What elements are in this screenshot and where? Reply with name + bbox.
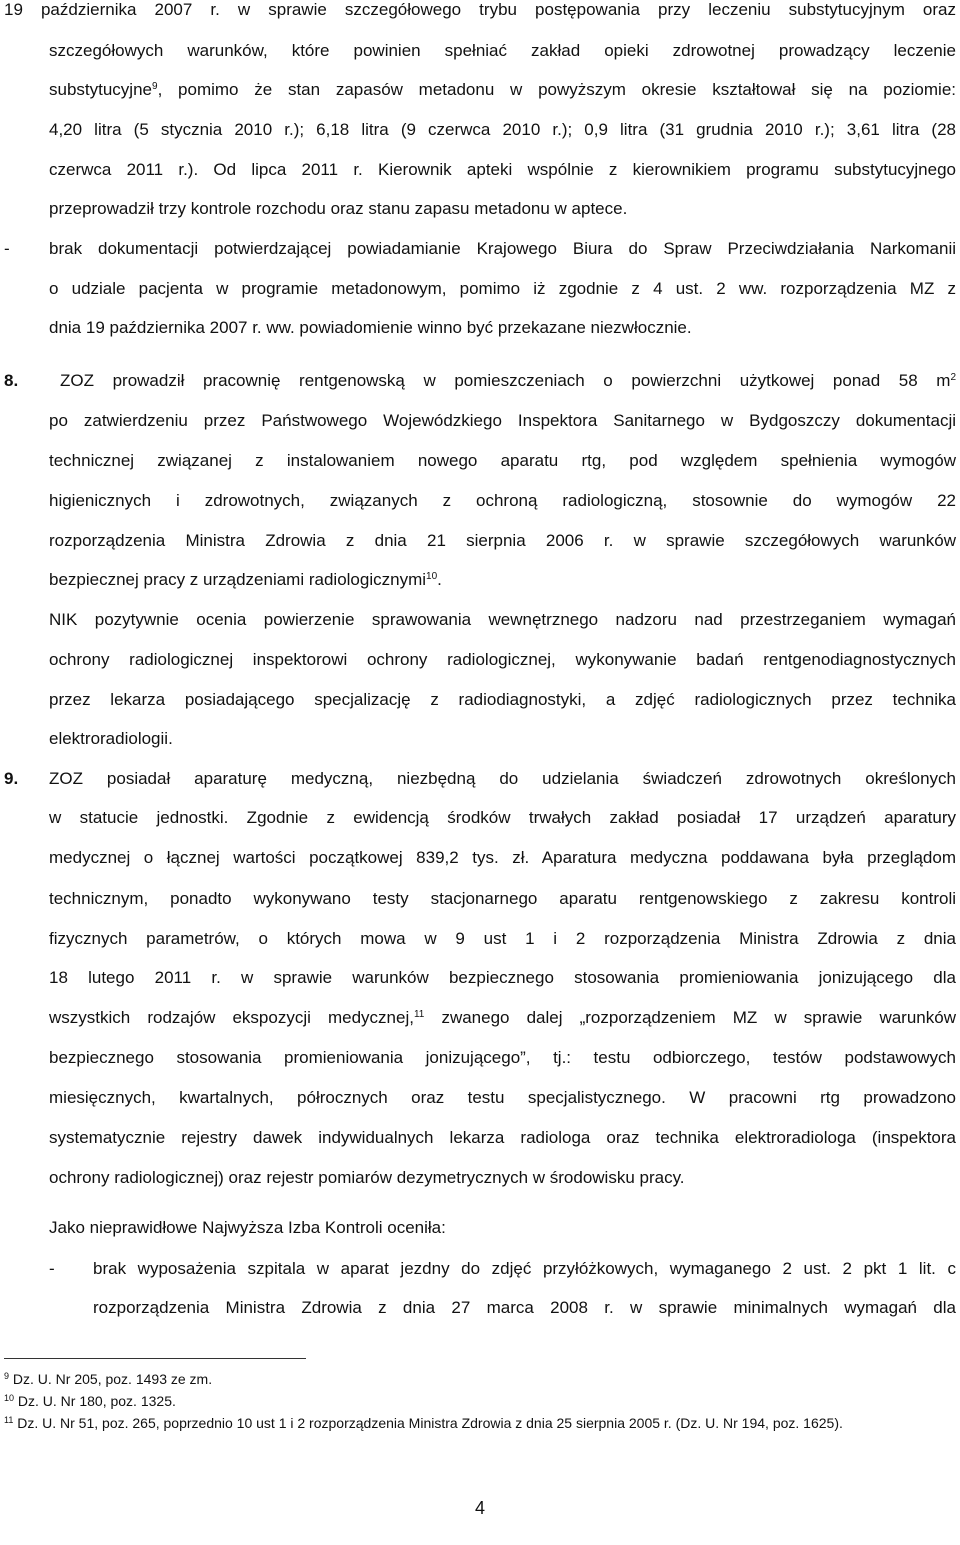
bullet-dash: - [49, 1259, 55, 1278]
paragraph-line: ochrony radiologicznej inspektorowi ochrony radiologicznej, wykonywanie badań rentgenodiagnostycznych [49, 650, 956, 669]
paragraph-line: po zatwierdzeniu przez Państwowego Wojewódzkiego Inspektora Sanitarnego w Bydgoszczy dokumentacji [49, 411, 956, 430]
bullet-line: o udziale pacjenta w programie metadonowym, pomimo iż zgodnie z 4 ust. 2 ww. rozporządzenia MZ z [49, 279, 956, 298]
paragraph-line: miesięcznych, kwartalnych, półrocznych oraz testu specjalistycznego. W pracowni rtg prowadzono [49, 1088, 956, 1107]
text-run: bezpiecznej pracy z urządzeniami radiologicznymi [49, 570, 427, 589]
paragraph-line [49, 80, 956, 100]
footnote-ref: 11 [413, 1009, 425, 1020]
paragraph-line: elektroradiologii. [49, 729, 173, 748]
paragraph-line: 19 października 2007 r. w sprawie szczegółowego trybu postępowania przy leczeniu substytucyjnym oraz [4, 0, 956, 19]
paragraph-line: Jako nieprawidłowe Najwyższa Izba Kontroli oceniła: [49, 1218, 446, 1237]
paragraph-line [49, 570, 442, 590]
footnote [4, 1371, 212, 1387]
paragraph-line: rozporządzenia Ministra Zdrowia z dnia 21 sierpnia 2006 r. w sprawie szczegółowych warunków [49, 531, 956, 550]
paragraph-line: szczegółowych warunków, które powinien spełniać zakład opieki zdrowotnej prowadzący leczenie [49, 41, 956, 60]
paragraph-line: czerwca 2011 r.). Od lipca 2011 r. Kierownik apteki wspólnie z kierownikiem programu substytucyjnego [49, 160, 956, 179]
footnote-ref: 10 [426, 571, 438, 582]
paragraph-line: w statucie jednostki. Zgodnie z ewidencją środków trwałych zakład posiadał 17 urządzeń aparatury [49, 808, 956, 827]
superscript: 2 [950, 372, 956, 383]
item-number: 8. [4, 371, 19, 390]
paragraph-line [49, 1008, 956, 1028]
text-run: , pomimo że stan zapasów metadonu w powyższym okresie kształtował się na poziomie: [157, 80, 956, 99]
paragraph-line: technicznym, ponadto wykonywano testy stacjonarnego aparatu rentgenowskiego z zakresu kontroli [49, 889, 956, 908]
text-run: zwanego dalej „rozporządzeniem MZ w sprawie warunków [424, 1008, 956, 1027]
paragraph-line: przeprowadził trzy kontrole rozchodu oraz stanu zapasu metadonu w aptece. [49, 199, 628, 218]
paragraph-line: przez lekarza posiadającego specjalizację z radiodiagnostyki, a zdjęć radiologicznych przez technika [49, 690, 956, 709]
text-run: ZOZ prowadził pracownię rentgenowską w pomieszczeniach o powierzchni użytkowej ponad 58 m [60, 371, 951, 390]
paragraph-line: fizycznych parametrów, o których mowa w 9 ust 1 i 2 rozporządzenia Ministra Zdrowia z dnia [49, 929, 956, 948]
footnote-number: 11 [4, 1415, 14, 1425]
footnote-text: Dz. U. Nr 51, poz. 265, poprzednio 10 ust 1 i 2 rozporządzenia Ministra Zdrowia z dnia 25 sierpnia 2005 r. (Dz. U. Nr 194, poz. 1625). [13, 1415, 843, 1431]
paragraph-line: 18 lutego 2011 r. w sprawie warunków bezpiecznego stosowania promieniowania jonizującego dla [49, 968, 956, 987]
footnote-ref: 9 [152, 81, 158, 92]
paragraph-line: 4,20 litra (5 stycznia 2010 r.); 6,18 litra (9 czerwca 2010 r.); 0,9 litra (31 grudnia 2010 r.); 3,61 litra (28 [49, 120, 956, 139]
bullet-line: brak dokumentacji potwierdzającej powiadamianie Krajowego Biura do Spraw Przeciwdziałania Narkomanii [49, 239, 956, 258]
paragraph-line [60, 371, 956, 391]
footnote [4, 1393, 176, 1409]
bullet-line: dnia 19 października 2007 r. ww. powiadomienie winno być przekazane niezwłocznie. [49, 318, 692, 337]
item-number: 9. [4, 769, 19, 788]
footnote-separator [4, 1358, 306, 1359]
paragraph-line: systematycznie rejestry dawek indywidualnych lekarza radiologa oraz technika elektroradiologa (inspektora [49, 1128, 956, 1147]
paragraph-line: bezpiecznego stosowania promieniowania jonizującego”, tj.: testu odbiorczego, testów podstawowych [49, 1048, 956, 1067]
footnote-text: Dz. U. Nr 205, poz. 1493 ze zm. [9, 1371, 213, 1387]
footnote-number: 10 [4, 1393, 15, 1403]
bullet-line: rozporządzenia Ministra Zdrowia z dnia 27 marca 2008 r. w sprawie minimalnych wymagań dla [93, 1298, 956, 1317]
bullet-dash: - [4, 239, 10, 258]
paragraph-line: medycznej o łącznej wartości początkowej 839,2 tys. zł. Aparatura medyczna poddawana była przeglądom [49, 848, 956, 867]
page-number: 4 [475, 1498, 486, 1518]
text-run: . [437, 570, 442, 589]
text-run: substytucyjne [49, 80, 152, 99]
text-run: wszystkich rodzajów ekspozycji medycznej, [49, 1008, 414, 1027]
paragraph-line: NIK pozytywnie ocenia powierzenie sprawowania wewnętrznego nadzoru nad przestrzeganiem wymagań [49, 610, 956, 629]
footnote-text: Dz. U. Nr 180, poz. 1325. [14, 1393, 176, 1409]
paragraph-line: ZOZ posiadał aparaturę medyczną, niezbędną do udzielania świadczeń zdrowotnych określonych [49, 769, 956, 788]
footnote [4, 1415, 843, 1431]
footnote-number: 9 [4, 1371, 10, 1381]
paragraph-line: technicznej związanej z instalowaniem nowego aparatu rtg, pod względem spełnienia wymogów [49, 451, 956, 470]
paragraph-line: higienicznych i zdrowotnych, związanych z ochroną radiologiczną, stosownie do wymogów 22 [49, 491, 956, 510]
bullet-line: brak wyposażenia szpitala w aparat jezdny do zdjęć przyłóżkowych, wymaganego 2 ust. 2 pkt 1 lit. c [93, 1259, 956, 1278]
paragraph-line: ochrony radiologicznej) oraz rejestr pomiarów dezymetrycznych w środowisku pracy. [49, 1168, 685, 1187]
